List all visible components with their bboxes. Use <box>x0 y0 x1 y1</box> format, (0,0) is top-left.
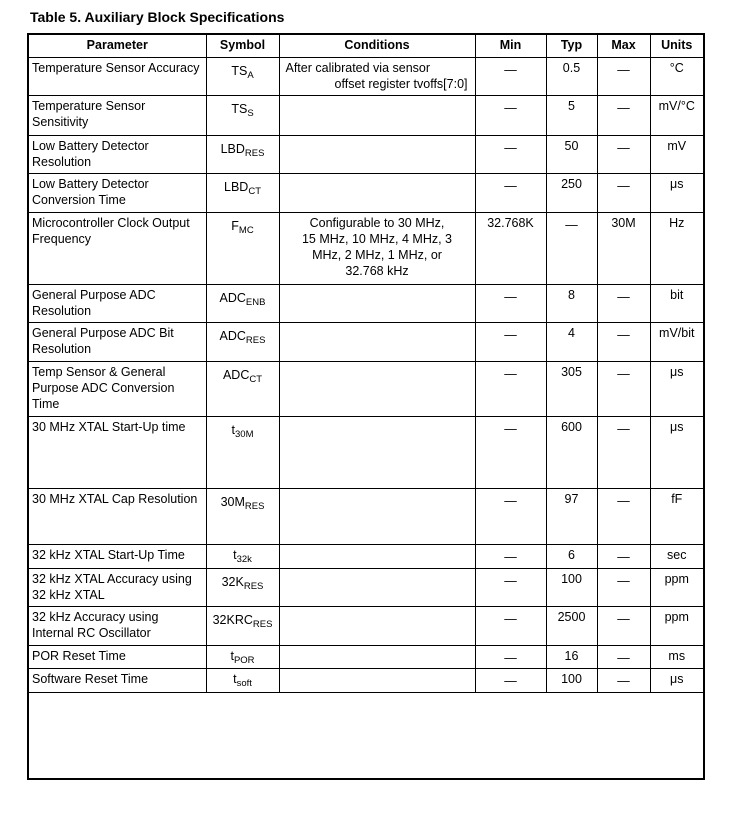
max-value: — <box>617 179 630 193</box>
symbol-base: TS <box>231 102 248 116</box>
symbol-base: 32KRC <box>212 613 253 627</box>
min-cell <box>475 362 546 417</box>
max-cell <box>597 362 650 417</box>
min-value: — <box>504 179 517 193</box>
parameter-cell: 32 kHz XTAL Start-Up Time <box>29 545 206 569</box>
units-cell: ppm <box>650 607 703 646</box>
symbol-subscript: RES <box>252 619 273 630</box>
header-min: Min <box>475 35 546 58</box>
symbol-cell <box>206 323 279 362</box>
symbol-cell <box>206 489 279 545</box>
symbol-cell <box>206 545 279 569</box>
symbol-base: LBD <box>224 180 249 194</box>
symbol-base: 30M <box>220 495 245 509</box>
min-value: — <box>504 674 517 688</box>
max-value: — <box>617 367 630 381</box>
symbol-base: t <box>233 548 237 562</box>
conditions-cell <box>279 417 475 489</box>
symbol-cell <box>206 362 279 417</box>
units-cell: mV/°C <box>650 96 703 136</box>
min-cell <box>475 285 546 323</box>
min-cell <box>475 96 546 136</box>
symbol-subscript: RES <box>244 148 265 159</box>
table-row <box>29 417 703 489</box>
symbol-subscript: S <box>247 108 254 119</box>
typ-value: — <box>565 218 578 232</box>
units-cell: μs <box>650 174 703 213</box>
units-cell: ppm <box>650 569 703 607</box>
units-cell: mV/bit <box>650 323 703 362</box>
symbol-cell <box>206 213 279 285</box>
conditions-cell <box>279 323 475 362</box>
min-cell <box>475 323 546 362</box>
parameter-cell: 30 MHz XTAL Cap Resolution <box>29 489 206 545</box>
conditions-cell <box>279 569 475 607</box>
spec-table-frame <box>27 33 705 780</box>
parameter-cell: 30 MHz XTAL Start-Up time <box>29 417 206 489</box>
max-cell: 30M <box>597 213 650 285</box>
min-cell <box>475 489 546 545</box>
min-value: — <box>504 63 517 77</box>
symbol-base: t <box>233 672 237 686</box>
symbol-cell <box>206 417 279 489</box>
parameter-cell: Microcontroller Clock Output Frequency <box>29 213 206 285</box>
table-row <box>29 362 703 417</box>
min-cell <box>475 607 546 646</box>
min-value: — <box>504 367 517 381</box>
units-cell: μs <box>650 362 703 417</box>
typ-cell <box>546 213 597 285</box>
typ-cell: 4 <box>546 323 597 362</box>
parameter-cell: Low Battery Detector Resolution <box>29 136 206 174</box>
symbol-subscript: soft <box>236 678 252 689</box>
max-value: — <box>617 674 630 688</box>
max-value: — <box>617 651 630 665</box>
symbol-base: ADC <box>219 329 246 343</box>
symbol-base: F <box>231 219 239 233</box>
max-value: — <box>617 101 630 115</box>
table-row <box>29 323 703 362</box>
header-row <box>29 35 703 58</box>
header-parameter: Parameter <box>29 35 206 58</box>
symbol-cell <box>206 285 279 323</box>
conditions-cell <box>279 646 475 669</box>
min-value: — <box>504 101 517 115</box>
max-value: — <box>617 494 630 508</box>
symbol-base: ADC <box>219 291 246 305</box>
min-cell <box>475 58 546 96</box>
symbol-cell <box>206 58 279 96</box>
max-value: — <box>617 422 630 436</box>
conditions-cell <box>279 362 475 417</box>
header-symbol: Symbol <box>206 35 279 58</box>
table-row <box>29 136 703 174</box>
header-max: Max <box>597 35 650 58</box>
typ-cell: 6 <box>546 545 597 569</box>
header-units: Units <box>650 35 703 58</box>
conditions-cell <box>279 607 475 646</box>
min-cell <box>475 569 546 607</box>
units-cell: fF <box>650 489 703 545</box>
symbol-subscript: POR <box>233 655 255 666</box>
symbol-cell <box>206 569 279 607</box>
table-row <box>29 646 703 669</box>
parameter-cell: POR Reset Time <box>29 646 206 669</box>
units-cell: μs <box>650 417 703 489</box>
max-value: — <box>617 612 630 626</box>
min-value: — <box>504 651 517 665</box>
max-value: — <box>617 328 630 342</box>
symbol-base: TS <box>231 64 248 78</box>
conditions-cell <box>279 669 475 693</box>
table-row <box>29 607 703 646</box>
symbol-subscript: RES <box>243 581 264 592</box>
table-caption: Table 5. Auxiliary Block Specifications <box>30 9 285 25</box>
max-cell <box>597 136 650 174</box>
conditions-cell: Configurable to 30 MHz, 15 MHz, 10 MHz, 4 MHz, 3 MHz, 2 MHz, 1 MHz, or 32.768 kHz <box>279 213 475 285</box>
symbol-cell <box>206 136 279 174</box>
min-cell <box>475 174 546 213</box>
conditions-cell <box>279 545 475 569</box>
min-value: — <box>504 422 517 436</box>
symbol-cell <box>206 96 279 136</box>
parameter-cell: Temp Sensor & General Purpose ADC Conversion Time <box>29 362 206 417</box>
header-conditions: Conditions <box>279 35 475 58</box>
units-cell: ms <box>650 646 703 669</box>
max-cell <box>597 323 650 362</box>
units-cell: mV <box>650 136 703 174</box>
symbol-base: LBD <box>220 142 245 156</box>
conditions-line-2: offset register tvoffs[7:0] <box>334 77 468 91</box>
conditions-cell <box>279 489 475 545</box>
symbol-cell <box>206 669 279 693</box>
typ-cell: 2500 <box>546 607 597 646</box>
conditions-cell <box>279 58 475 96</box>
min-value: — <box>504 612 517 626</box>
units-cell: bit <box>650 285 703 323</box>
min-cell <box>475 545 546 569</box>
symbol-subscript: MC <box>238 225 254 236</box>
typ-cell: 305 <box>546 362 597 417</box>
parameter-cell: General Purpose ADC Resolution <box>29 285 206 323</box>
max-cell <box>597 607 650 646</box>
symbol-subscript: 30M <box>235 429 254 440</box>
symbol-subscript: CT <box>248 186 261 197</box>
typ-cell: 0.5 <box>546 58 597 96</box>
min-value: — <box>504 494 517 508</box>
typ-cell: 100 <box>546 569 597 607</box>
max-cell <box>597 646 650 669</box>
typ-cell: 250 <box>546 174 597 213</box>
symbol-subscript: RES <box>245 335 266 346</box>
typ-cell: 8 <box>546 285 597 323</box>
min-cell <box>475 136 546 174</box>
conditions-cell <box>279 136 475 174</box>
max-value: — <box>617 550 630 564</box>
max-value: — <box>617 574 630 588</box>
table-row <box>29 489 703 545</box>
table-row <box>29 669 703 693</box>
typ-cell: 600 <box>546 417 597 489</box>
table-row <box>29 545 703 569</box>
symbol-subscript: ENB <box>245 297 266 308</box>
parameter-cell: General Purpose ADC Bit Resolution <box>29 323 206 362</box>
typ-cell: 50 <box>546 136 597 174</box>
min-cell <box>475 417 546 489</box>
units-cell: Hz <box>650 213 703 285</box>
table-row <box>29 96 703 136</box>
max-cell <box>597 58 650 96</box>
symbol-base: t <box>231 423 235 437</box>
min-value: — <box>504 141 517 155</box>
parameter-cell: Temperature Sensor Accuracy <box>29 58 206 96</box>
parameter-cell: 32 kHz XTAL Accuracy using 32 kHz XTAL <box>29 569 206 607</box>
parameter-cell: 32 kHz Accuracy using Internal RC Oscillator <box>29 607 206 646</box>
min-value: — <box>504 574 517 588</box>
conditions-line-1: After calibrated via sensor <box>285 61 431 75</box>
min-cell <box>475 646 546 669</box>
symbol-subscript: 32k <box>236 554 252 565</box>
table-row <box>29 213 703 285</box>
table-row <box>29 569 703 607</box>
parameter-cell: Software Reset Time <box>29 669 206 693</box>
max-cell <box>597 417 650 489</box>
symbol-cell <box>206 646 279 669</box>
typ-cell: 100 <box>546 669 597 693</box>
max-cell <box>597 569 650 607</box>
typ-cell: 97 <box>546 489 597 545</box>
max-cell <box>597 669 650 693</box>
max-cell <box>597 545 650 569</box>
min-value: — <box>504 290 517 304</box>
symbol-base: 32K <box>221 575 244 589</box>
symbol-cell <box>206 607 279 646</box>
conditions-cell <box>279 174 475 213</box>
symbol-cell <box>206 174 279 213</box>
min-value: — <box>504 550 517 564</box>
min-cell: 32.768K <box>475 213 546 285</box>
parameter-cell: Low Battery Detector Conversion Time <box>29 174 206 213</box>
max-cell <box>597 174 650 213</box>
table-row <box>29 58 703 96</box>
symbol-subscript: RES <box>244 501 265 512</box>
min-cell <box>475 669 546 693</box>
header-typ: Typ <box>546 35 597 58</box>
conditions-cell <box>279 96 475 136</box>
symbol-subscript: A <box>247 70 254 81</box>
table-row <box>29 285 703 323</box>
symbol-base: t <box>230 649 234 663</box>
max-cell <box>597 96 650 136</box>
parameter-cell: Temperature Sensor Sensitivity <box>29 96 206 136</box>
conditions-cell <box>279 285 475 323</box>
spec-table <box>29 35 703 693</box>
table-row <box>29 174 703 213</box>
units-cell: μs <box>650 669 703 693</box>
max-value: — <box>617 63 630 77</box>
max-cell <box>597 285 650 323</box>
typ-cell: 5 <box>546 96 597 136</box>
max-cell <box>597 489 650 545</box>
units-cell: sec <box>650 545 703 569</box>
units-cell: °C <box>650 58 703 96</box>
max-value: — <box>617 141 630 155</box>
symbol-subscript: CT <box>249 374 263 385</box>
max-value: — <box>617 290 630 304</box>
symbol-base: ADC <box>222 368 250 382</box>
typ-cell: 16 <box>546 646 597 669</box>
min-value: — <box>504 328 517 342</box>
